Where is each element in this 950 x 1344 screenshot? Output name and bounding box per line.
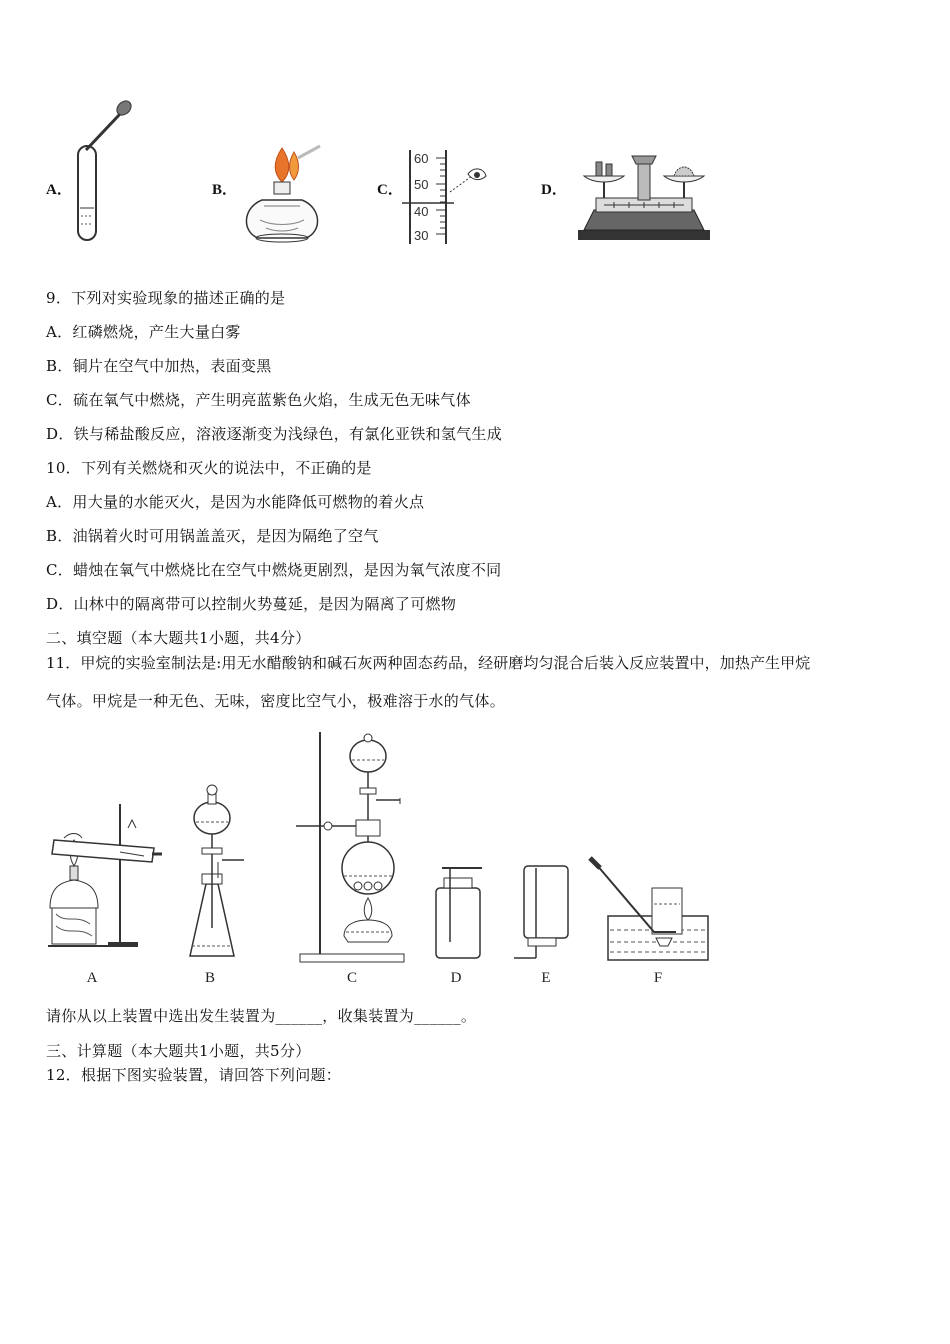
option-a-letter: A． — [46, 182, 72, 198]
option-c-letter: C． — [377, 182, 403, 198]
q9-stem: 9．下列对实验现象的描述正确的是 — [46, 289, 286, 307]
q9-option-b: B．铜片在空气中加热，表面变黑 — [46, 357, 272, 375]
apparatus-e — [514, 866, 568, 958]
apparatus-label-f: F — [653, 970, 663, 986]
graduated-cylinder-figure — [400, 146, 490, 250]
q10-option-d: D．山林中的隔离带可以控制火势蔓延，是因为隔离了可燃物 — [46, 595, 457, 613]
apparatus-label-c: C — [346, 970, 358, 986]
q11-answer-line: 请你从以上装置中选出发生装置为______，收集装置为______。 — [46, 1007, 477, 1025]
gas-apparatus-figure — [44, 728, 714, 988]
cylinder-tick-50: 50 — [414, 177, 429, 192]
q10-option-a: A．用大量的水能灭火，是因为水能降低可燃物的着火点 — [46, 493, 425, 511]
alcohol-lamp-figure — [238, 140, 328, 246]
q12-stem: 12．根据下图实验装置，请回答下列问题： — [46, 1066, 342, 1084]
q9-option-c: C．硫在氧气中燃烧，产生明亮蓝紫色火焰，生成无色无味气体 — [46, 391, 471, 409]
apparatus-label-b: B — [204, 970, 216, 986]
section-2-heading: 二、填空题（本大题共1小题，共4分） — [46, 629, 311, 647]
apparatus-label-d: D — [450, 970, 462, 986]
test-tube-dropper-figure — [70, 98, 140, 248]
option-b-letter: B． — [212, 182, 238, 198]
q10-option-c: C．蜡烛在氧气中燃烧比在空气中燃烧更剧烈，是因为氧气浓度不同 — [46, 561, 502, 579]
q11-line-2: 气体。甲烷是一种无色、无味，密度比空气小，极难溶于水的气体。 — [46, 692, 506, 710]
apparatus-label-e: E — [541, 970, 551, 986]
apparatus-f — [590, 858, 708, 960]
apparatus-label-a: A — [86, 970, 98, 986]
q11-line-1: 11．甲烷的实验室制法是:用无水醋酸钠和碱石灰两种固态药品，经研磨均匀混合后装入反应装置中，加热产生甲烷 — [46, 654, 811, 672]
apparatus-b — [190, 785, 244, 956]
balance-figure — [574, 150, 714, 246]
q9-option-a: A．红磷燃烧，产生大量白雾 — [46, 323, 241, 341]
apparatus-d — [426, 868, 482, 958]
cylinder-tick-40: 40 — [414, 204, 429, 219]
option-d-letter: D． — [541, 182, 567, 198]
apparatus-c — [296, 732, 404, 962]
q10-option-b: B．油锅着火时可用锅盖盖灭，是因为隔绝了空气 — [46, 527, 379, 545]
cylinder-tick-30: 30 — [414, 228, 429, 243]
section-3-heading: 三、计算题（本大题共1小题，共5分） — [46, 1042, 311, 1060]
cylinder-tick-60: 60 — [414, 151, 429, 166]
q9-option-d: D．铁与稀盐酸反应，溶液逐渐变为浅绿色，有氯化亚铁和氢气生成 — [46, 425, 503, 443]
q10-stem: 10．下列有关燃烧和灭火的说法中，不正确的是 — [46, 459, 372, 477]
apparatus-a — [48, 804, 162, 947]
